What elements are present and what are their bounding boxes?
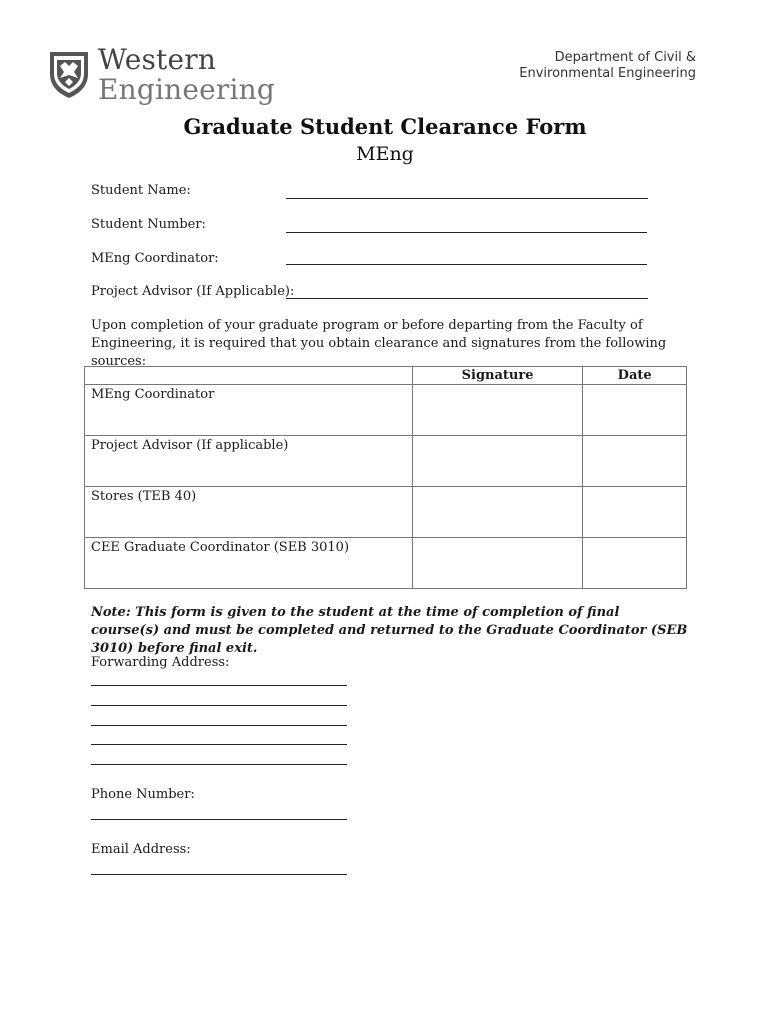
- department-line-2: Environmental Engineering: [519, 66, 696, 81]
- department-line-1: Department of Civil &: [554, 50, 696, 65]
- forwarding-address-line-5[interactable]: [91, 764, 347, 765]
- table-row: [85, 385, 687, 436]
- row-source-label: Project Advisor (If applicable): [85, 436, 413, 487]
- forwarding-address-label: Forwarding Address:: [91, 655, 230, 670]
- phone-number-field[interactable]: [91, 819, 347, 820]
- table-row: [85, 436, 687, 487]
- table-header-source: [85, 367, 413, 385]
- form-title: Graduate Student Clearance Form: [183, 114, 587, 139]
- forwarding-address-line-2[interactable]: [91, 705, 347, 706]
- logo-text-western: Western: [98, 43, 217, 76]
- signature-cell[interactable]: [412, 487, 583, 538]
- table-header-date: Date: [583, 367, 687, 385]
- project-advisor-field[interactable]: [286, 298, 648, 299]
- row-source-label: MEng Coordinator: [85, 385, 413, 436]
- date-cell[interactable]: [583, 487, 687, 538]
- logo-text-engineering: Engineering: [98, 73, 276, 106]
- completion-note: Note: This form is given to the student at the time of completion of final course(s) and must be completed and returned to the Graduate Coordinator (SEB 3010) before final exit.: [91, 605, 688, 656]
- forwarding-address-line-1[interactable]: [91, 685, 347, 686]
- student-name-label: Student Name:: [91, 183, 191, 198]
- form-subtitle: MEng: [356, 143, 414, 165]
- row-source-label: Stores (TEB 40): [85, 487, 413, 538]
- student-name-field[interactable]: [286, 198, 648, 199]
- university-shield-logo: [48, 48, 90, 100]
- table-row: [85, 487, 687, 538]
- date-cell[interactable]: [583, 538, 687, 589]
- email-address-field[interactable]: [91, 874, 347, 875]
- clearance-table: [84, 366, 687, 589]
- meng-coordinator-label: MEng Coordinator:: [91, 251, 219, 266]
- signature-cell[interactable]: [412, 385, 583, 436]
- intro-paragraph: Upon completion of your graduate program or before departing from the Faculty of Engineering, it is required that you obtain clearance and signatures from the following sources:: [91, 318, 667, 369]
- student-number-label: Student Number:: [91, 217, 206, 232]
- meng-coordinator-field[interactable]: [286, 264, 647, 265]
- project-advisor-label: Project Advisor (If Applicable):: [91, 284, 295, 299]
- row-source-label: CEE Graduate Coordinator (SEB 3010): [85, 538, 413, 589]
- table-row: [85, 538, 687, 589]
- phone-number-label: Phone Number:: [91, 787, 195, 802]
- table-header-signature: Signature: [412, 367, 583, 385]
- department-name: [519, 50, 696, 82]
- date-cell[interactable]: [583, 436, 687, 487]
- student-number-field[interactable]: [286, 232, 647, 233]
- forwarding-address-line-3[interactable]: [91, 725, 347, 726]
- email-address-label: Email Address:: [91, 842, 191, 857]
- table-header-row: [85, 367, 687, 385]
- signature-cell[interactable]: [412, 538, 583, 589]
- date-cell[interactable]: [583, 385, 687, 436]
- signature-cell[interactable]: [412, 436, 583, 487]
- forwarding-address-line-4[interactable]: [91, 744, 347, 745]
